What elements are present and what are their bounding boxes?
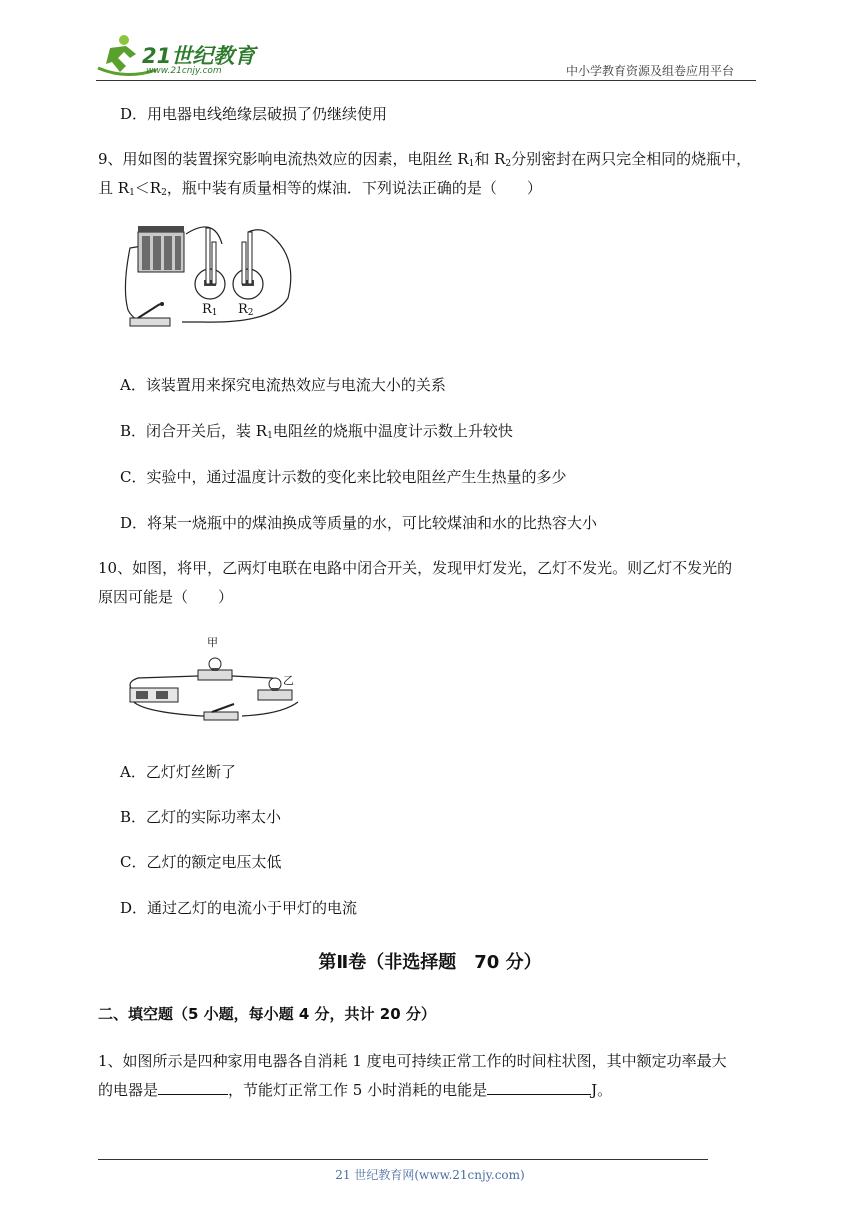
q9-stem-line1: 9、用如图的装置探究影响电流热效应的因素，电阻丝 $R_1$和 $R_2$分别密封在两只完全相同的烧瓶中， <box>98 150 752 169</box>
fill1-line1: 1、如图所示是四种家用电器各自消耗 1 度电可持续正常工作的时间柱状图，其中额定功率最大 <box>98 1052 727 1070</box>
footer-source: 21 世纪教育网(www.21cnjy.com) <box>335 1168 525 1182</box>
answer-blank-1 <box>158 1080 228 1095</box>
logo-url: www.21cnjy.com <box>146 66 222 76</box>
footer-rule <box>98 1159 708 1160</box>
label-r2: $R_2$ <box>238 302 254 318</box>
label-jia: 甲 <box>207 636 218 649</box>
q10-option-a: A．乙灯灯丝断了 <box>120 763 236 781</box>
header-platform-label: 中小学教育资源及组卷应用平台 <box>566 64 735 78</box>
q10-stem-line2: 原因可能是（ ） <box>98 588 234 606</box>
label-yi: 乙 <box>283 674 294 687</box>
q9-option-b: B．闭合开关后，装 $R_1$电阻丝的烧瓶中温度计示数上升较快 <box>120 422 513 441</box>
q8-option-d: D．用电器电线绝缘层破损了仍继续使用 <box>120 105 388 123</box>
site-logo <box>96 28 266 82</box>
q10-circuit-figure <box>122 630 308 726</box>
section-title: 第Ⅱ卷（非选择题 70 分） <box>318 952 542 973</box>
logo-text: 21世纪教育 <box>142 44 256 68</box>
q9-option-d: D．将某一烧瓶中的煤油换成等质量的水，可比较煤油和水的比热容大小 <box>120 514 598 532</box>
q9-option-c: C．实验中，通过温度计示数的变化来比较电阻丝产生生热量的多少 <box>120 468 567 486</box>
q9-stem-line2: 且 $R_1<R_2$，瓶中装有质量相等的煤油．下列说法正确的是（ ） <box>98 179 542 198</box>
answer-blank-2 <box>487 1080 591 1095</box>
q9-option-a: A．该装置用来探究电流热效应与电流大小的关系 <box>120 376 446 394</box>
q9-circuit-figure <box>122 218 300 342</box>
section-subtitle: 二、填空题（5 小题，每小题 4 分，共计 20 分） <box>98 1005 436 1023</box>
q10-option-b: B．乙灯的实际功率太小 <box>120 808 282 826</box>
fill1-line2: 的电器是 ，节能灯正常工作 5 小时消耗的电能是 J。 <box>98 1081 613 1099</box>
q10-option-d: D．通过乙灯的电流小于甲灯的电流 <box>120 899 358 917</box>
q10-stem-line1: 10、如图，将甲，乙两灯电联在电路中闭合开关，发现甲灯发光，乙灯不发光。则乙灯不发光的 <box>98 559 733 577</box>
q10-option-c: C．乙灯的额定电压太低 <box>120 853 282 871</box>
header-rule <box>96 80 756 81</box>
label-r1: $R_1$ <box>202 302 218 318</box>
